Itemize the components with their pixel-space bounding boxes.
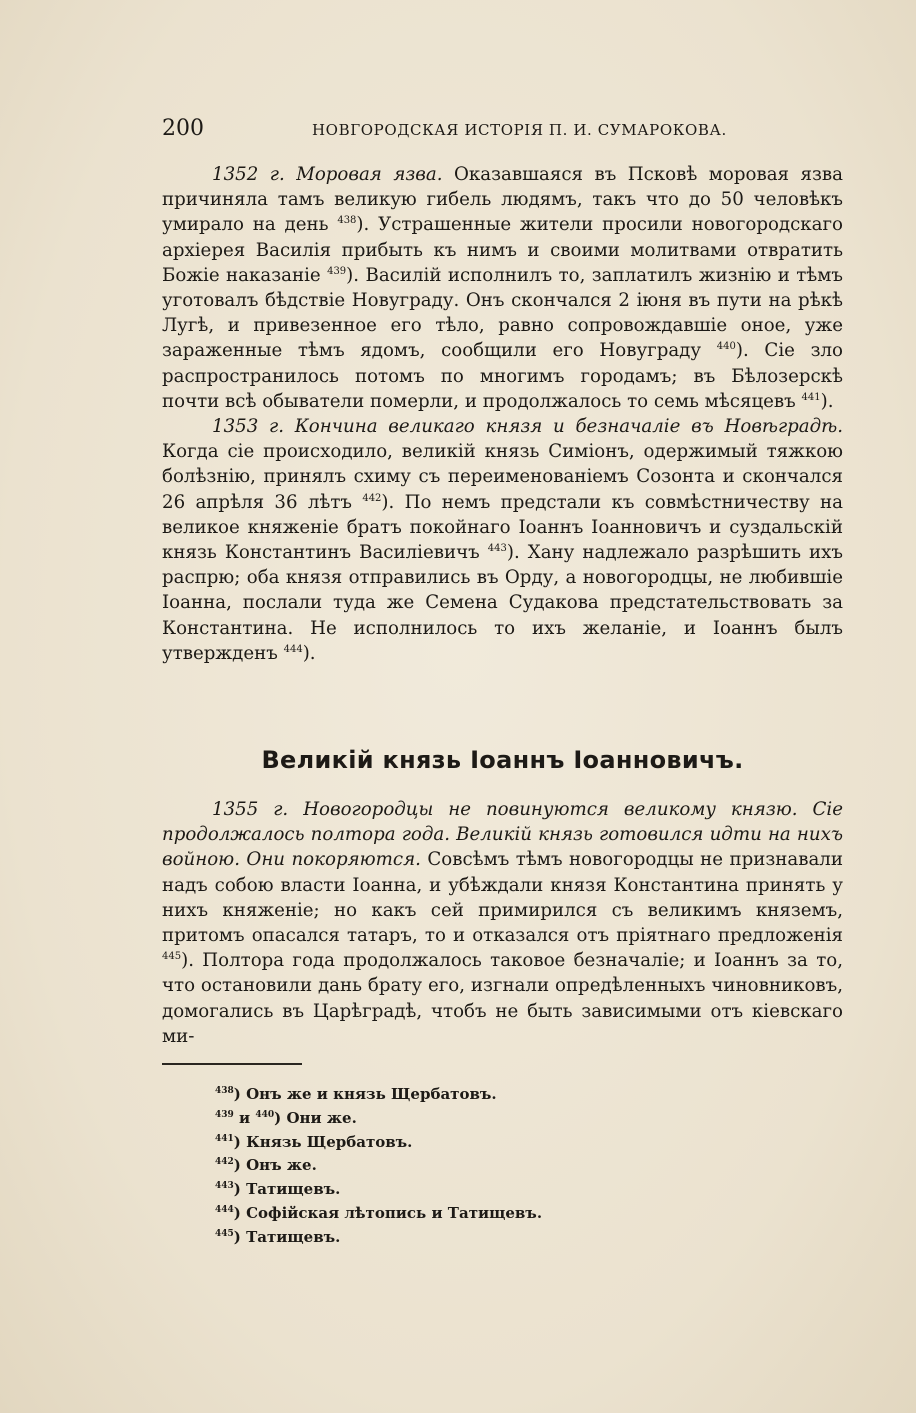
footnote-text: ) Татищевъ. [233, 1180, 341, 1199]
footnote-divider [162, 1063, 302, 1065]
running-head: НОВГОРОДСКАЯ ИСТОРІЯ П. И. СУМАРОКОВА. [312, 121, 727, 139]
page-number: 200 [162, 116, 204, 141]
footnote-text: ) Онъ же и князь Щербатовъ. [233, 1085, 497, 1103]
footnote-text: ) Софійская лѣтопись и Татищевъ. [233, 1203, 543, 1222]
footnote-ref: 438 [337, 215, 357, 227]
year-label: 1353 г. [212, 416, 284, 438]
footnote-text: ) Онъ же. [233, 1156, 317, 1175]
footnote-number: 445 [215, 1228, 234, 1239]
footnote-443 [215, 1178, 815, 1202]
footnote-ref: 445 [162, 951, 182, 963]
paragraph-text: ). [302, 642, 316, 664]
footnote-444 [215, 1202, 815, 1226]
page-header [162, 116, 845, 146]
paragraph-text: ). Сіе зло распространилось потомъ по многимъ городамъ; въ Бѣлозерскѣ почти всѣ обыватели померли, и продолжалось то семь мѣсяцевъ [162, 340, 843, 412]
footnote-442 [215, 1154, 815, 1178]
paragraph-heading: Кончина великаго князя и безначаліе въ Новѣградѣ. [294, 416, 843, 438]
footnote-number: 442 [215, 1157, 234, 1168]
footnote-number: 438 [215, 1086, 234, 1096]
footnote-ref: 442 [362, 492, 382, 504]
footnote-438 [215, 1083, 815, 1107]
footnote-number: 444 [215, 1204, 234, 1215]
paragraph-text: ). По немъ предстали къ совмѣстничеству на великое княженіе братъ покойнаго Іоаннъ Іоанновичъ и суздальскій князь Константинъ Василіевичъ [162, 491, 843, 564]
footnote-441 [215, 1131, 815, 1155]
year-label: 1352 г. [212, 164, 285, 185]
footnote-text: ) Они же. [274, 1108, 357, 1127]
footnote-ref: 440 [716, 341, 736, 353]
footnote-text: ) Князь Щербатовъ. [233, 1132, 413, 1151]
paragraph-1352 [162, 162, 843, 414]
paragraph-1355 [162, 797, 843, 1049]
footnotes [215, 1083, 815, 1250]
footnote-connector: и [233, 1108, 256, 1127]
footnote-text: ) Татищевъ. [233, 1227, 341, 1246]
paragraph-text: ). Устрашенные жители просили новогородскаго архіерея Василія прибыть къ нимъ и своими молитвами отвратить Божіе наказаніе [162, 214, 843, 286]
paragraph-text: Когда сіе происходило, великій князь Симіонъ, одержимый тяжкою болѣзнію, принялъ схиму съ переименованіемъ Созонта и скончался 26 апрѣля 36 лѣтъ [162, 441, 843, 513]
footnote-ref: 441 [801, 391, 821, 403]
footnote-ref: 444 [283, 643, 303, 655]
paragraph-heading: Моровая язва. [296, 164, 443, 185]
paragraph-text: Оказавшаяся въ Псковѣ моровая язва причиняла тамъ великую гибель людямъ, такъ что до 50 человѣкъ умирало на день [162, 164, 843, 236]
paragraph-heading: Новогородцы не повинуются великому князю. Сіе продолжалось полтора года. Великій князь готовился идти на нихъ войною. Они покоряются. [162, 799, 843, 871]
footnote-number: 440 [255, 1109, 275, 1120]
paragraph-text: ). Полтора года продолжалось таковое безначаліе; и Іоаннъ за то, что остановили дань брату его, изгнали опредѣленныхъ чиновниковъ, домогались въ Царѣградѣ, чтобъ не быть зависимыми отъ кіевскаго ми- [162, 950, 843, 1047]
paragraph-1353 [162, 414, 843, 666]
footnote-number: 443 [215, 1181, 234, 1192]
footnote-445 [215, 1226, 815, 1250]
footnote-ref: 439 [327, 265, 347, 277]
body-text-top [162, 162, 843, 666]
footnote-number: 439 [215, 1109, 234, 1120]
paragraph-text: ). [820, 390, 834, 412]
body-text-bottom [162, 797, 843, 1049]
paragraph-text: Совсѣмъ тѣмъ новогородцы не признавали надъ собою власти Іоанна, и убѣждали князя Константина принять у нихъ княженіе; но какъ сей примирился съ великимъ княземъ, притомъ опасался татаръ, то и отказался отъ пріятнаго предложенія [162, 849, 843, 947]
year-label: 1355 г. [212, 799, 289, 820]
footnote-number: 441 [215, 1133, 234, 1144]
paragraph-text: ). Хану надлежало разрѣшить ихъ распрю; оба князя отправились въ Орду, а новогородцы, не любившіе Іоанна, послали туда же Семена Судакова предстательствовать за Константина. Не исполнилось то ихъ желаніе, и Іоаннъ былъ утвержденъ [162, 542, 843, 664]
section-title: Великій князь Іоаннъ Іоанновичъ. [261, 746, 744, 774]
footnote-439-440 [215, 1107, 815, 1131]
footnote-ref: 443 [487, 543, 507, 555]
paragraph-text: ). Василій исполнилъ то, заплатилъ жизнію и тѣмъ уготовалъ бѣдствіе Новуграду. Онъ скончался 2 іюня въ пути на рѣкѣ Лугѣ, и привезенное его тѣло, равно сопровождавшіе оное, уже зараженные тѣмъ ядомъ, сообщили его Новуграду [162, 264, 843, 362]
